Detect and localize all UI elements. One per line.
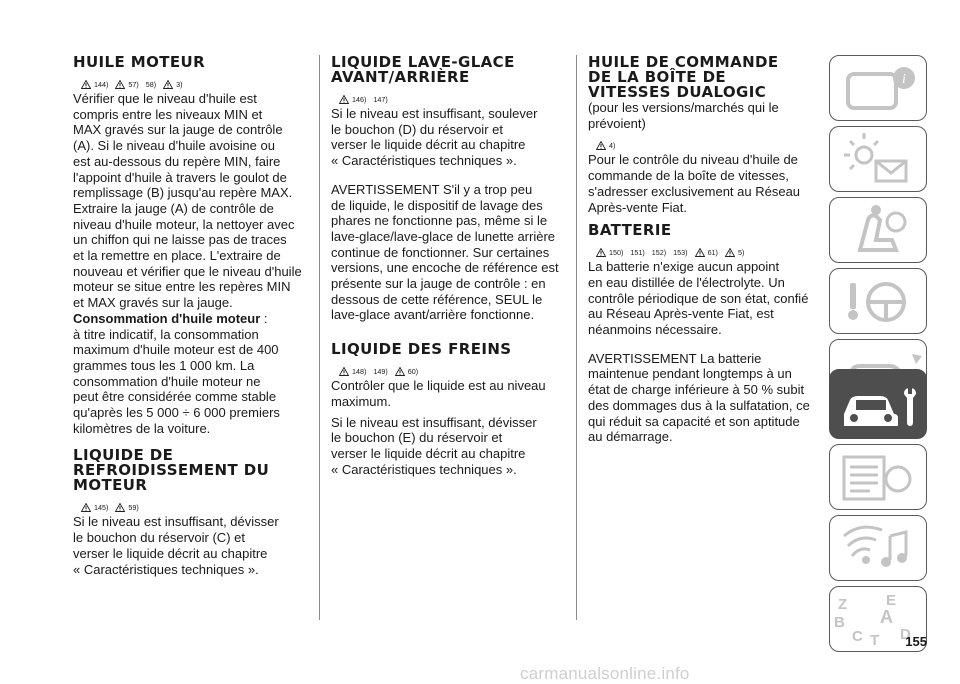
warning-icon bbox=[395, 367, 405, 376]
subtitle: (pour les versions/marchés qui le prévoient) bbox=[588, 100, 779, 131]
ref-number: 146) bbox=[352, 95, 367, 104]
letter-glyph: Z bbox=[838, 596, 848, 613]
paragraph: La batterie n'exige aucun appoint en eau distillée de l'électrolyte. Un contrôle périodique de son état, confié au Réseau Après-vente Fiat, est néanmoins nécessaire. bbox=[588, 259, 809, 338]
ref-number: 4) bbox=[609, 141, 616, 151]
ref-number: 149) bbox=[373, 367, 388, 377]
warning-icon bbox=[339, 367, 349, 376]
tab-multimedia[interactable] bbox=[829, 515, 927, 581]
warning-refs bbox=[81, 495, 313, 512]
ref-number: 147) bbox=[373, 95, 388, 104]
paragraph: Contrôler que le liquide est au niveau maximum. bbox=[331, 378, 546, 409]
warning-refs bbox=[81, 72, 313, 89]
warning-icon bbox=[725, 248, 735, 257]
steering-wheel-icon bbox=[830, 269, 928, 335]
warning-refs bbox=[339, 87, 571, 104]
ref-number: 145) bbox=[94, 503, 109, 513]
ref-number: 150) bbox=[609, 248, 624, 258]
ref-number: 60) bbox=[407, 367, 419, 377]
paragraph: Pour le contrôle du niveau d'huile de commande de la boîte de vitesses, s'adresser exclusivement au Réseau Après-vente Fiat. bbox=[588, 152, 801, 215]
paragraph: Si le niveau est insuffisant, soulever le bouchon (D) du réservoir et verser le liquide décrit au chapitre « Caractéristiques techniques ». bbox=[331, 106, 538, 169]
ref-number: 58) bbox=[145, 80, 157, 89]
tab-starting-driving[interactable] bbox=[829, 268, 927, 334]
letter-glyph: T bbox=[870, 632, 880, 649]
car-wrench-icon bbox=[830, 370, 928, 440]
warning-icon bbox=[596, 248, 606, 257]
column-2 bbox=[331, 55, 571, 477]
car-info-icon bbox=[830, 56, 928, 122]
paragraph: Si le niveau est insuffisant, dévisser le bouchon (E) du réservoir et verser le liquide décrit au chapitre « Caractéristiques techniques ». bbox=[331, 414, 537, 477]
section-title-liquide-lave-glace: LIQUIDE LAVE-GLACE AVANT/ARRIÈRE bbox=[331, 53, 515, 86]
letter-glyph: D bbox=[900, 626, 911, 643]
warning-icon bbox=[695, 248, 705, 257]
warning-icon bbox=[81, 503, 91, 512]
ref-number: 148) bbox=[352, 367, 367, 377]
ref-number: 152) bbox=[651, 248, 667, 258]
warning-icon bbox=[115, 80, 125, 89]
watermark: carmanualsonline.info bbox=[520, 664, 690, 683]
ref-number: 3) bbox=[176, 80, 183, 89]
tab-safety[interactable] bbox=[829, 197, 927, 263]
ref-number: 61) bbox=[707, 248, 718, 258]
paragraph: Vérifier que le niveau d'huile est compris entre les niveaux MIN et MAX gravés sur la jauge de contrôle (A). Si le niveau d'huile avoisine ou est au-dessous du repère MIN, faire l'appoint d'huile à travers le goulot de remplissage (B) jusqu'au repère MAX. Extraire la jauge (A) de contrôle de niveau d'huile moteur, la nettoyer avec un chiffon qui ne laisse pas de traces et la remettre en place. L'extraire de nouveau et vérifier que le niveau d'huile moteur se situe entre les repères MIN et MAX gravés sur la jauge. bbox=[73, 91, 302, 311]
seat-safety-icon bbox=[830, 198, 928, 264]
ref-number: 151) bbox=[630, 248, 645, 258]
warning-refs bbox=[339, 359, 571, 376]
warning-icon bbox=[115, 503, 125, 512]
bold-heading: Consommation d'huile moteur bbox=[73, 310, 261, 326]
tab-maintenance-active[interactable] bbox=[829, 369, 927, 439]
paragraph: Consommation d'huile moteur : à titre indicatif, la consommation maximum d'huile moteur est de 400 grammes tous les 1 000 km. La consommation d'huile moteur ne peut être considérée comme stable qu'après les 5 000 ÷ 6 000 premiers kilomètres de la voiture. bbox=[73, 310, 280, 436]
tab-warning-lights[interactable] bbox=[829, 126, 927, 192]
letter-glyph: A bbox=[880, 607, 893, 627]
paragraph: Si le niveau est insuffisant, dévisser le bouchon du réservoir (C) et verser le liquide décrit au chapitre « Caractéristiques techniques ». bbox=[73, 514, 279, 577]
ref-number: 5) bbox=[737, 248, 745, 258]
letter-glyph: E bbox=[886, 592, 897, 609]
paragraph-warning: AVERTISSEMENT S'il y a trop peu de liquide, le dispositif de lavage des phares ne fonctionne pas, même si le lave-glace/lave-glace de lunette arrière continue de fonctionner. Sur certaines versions, une encoche de référence est présente sur la jauge de contrôle : en dessous de cette référence, SEUL le lave-glace avant/arrière fonctionne. bbox=[331, 181, 559, 323]
ref-number: 144) bbox=[94, 80, 109, 89]
warning-icon bbox=[339, 95, 349, 104]
ref-number: 153) bbox=[673, 248, 688, 258]
section-title-liquide-freins: LIQUIDE DES FREINS bbox=[331, 340, 512, 359]
tab-technical-data[interactable] bbox=[829, 444, 927, 510]
paragraph-warning: AVERTISSEMENT La batterie maintenue pendant longtemps à un état de charge inférieure à 50 % subit des dommages dus à la sulfatation, ce qui réduit sa capacité et son aptitude au démarrage. bbox=[588, 350, 810, 445]
section-title-liquide-refroidissement: LIQUIDE DE REFROIDISSEMENT DU MOTEUR bbox=[73, 446, 270, 495]
checklist-icon bbox=[830, 445, 928, 511]
svg-text:i: i bbox=[902, 72, 906, 87]
warning-icon bbox=[81, 80, 91, 89]
column-1 bbox=[73, 55, 313, 577]
warning-refs bbox=[596, 240, 818, 257]
ref-number: 59) bbox=[128, 503, 139, 513]
letter-glyph: C bbox=[852, 628, 863, 645]
section-title-batterie: BATTERIE bbox=[588, 221, 672, 240]
tab-dashboard[interactable] bbox=[829, 55, 927, 121]
section-title-huile-moteur: HUILE MOTEUR bbox=[73, 53, 206, 71]
page-number: 155 bbox=[905, 634, 927, 649]
warning-light-icon bbox=[830, 127, 928, 193]
warning-icon bbox=[596, 141, 606, 150]
column-divider bbox=[576, 55, 577, 620]
section-title-huile-boite-dualogic: HUILE DE COMMANDE DE LA BOÎTE DE VITESSES DUALOGIC bbox=[588, 53, 779, 101]
letter-glyph: B bbox=[834, 614, 845, 631]
column-3 bbox=[588, 55, 818, 445]
warning-icon bbox=[163, 80, 173, 89]
multimedia-icon bbox=[830, 516, 928, 582]
warning-refs bbox=[596, 133, 818, 150]
column-divider bbox=[319, 55, 320, 620]
ref-number: 57) bbox=[128, 80, 139, 89]
